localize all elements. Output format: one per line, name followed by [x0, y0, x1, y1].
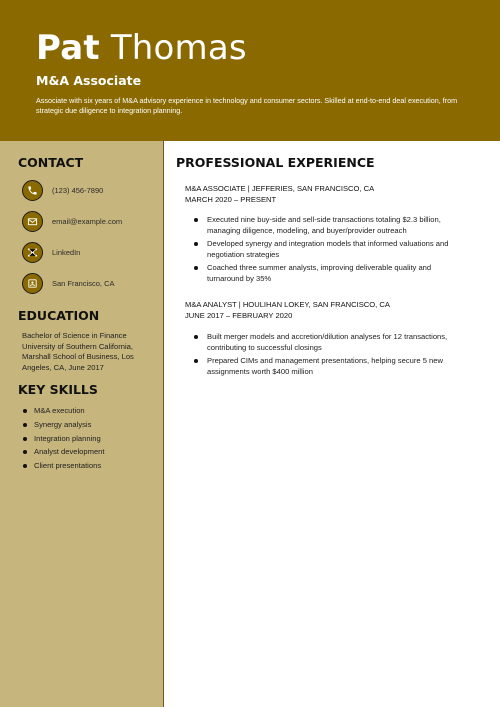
contact-phone: [22, 180, 103, 201]
location-text: San Francisco, CA: [52, 279, 115, 288]
list-item: Synergy analysis: [22, 418, 105, 432]
linkedin-text: LinkedIn: [52, 248, 81, 257]
list-item: Analyst development: [22, 445, 105, 459]
job-2-dates: JUNE 2017 – FEBRUARY 2020: [185, 310, 293, 320]
list-item: Developed synergy and integration models that informed valuations and negotiation strategies: [193, 239, 468, 260]
last-name: Thomas: [110, 28, 247, 68]
list-item: Client presentations: [22, 459, 105, 473]
list-item: Prepared CIMs and management presentations, helping secure 5 new assignments worth $400 million: [193, 356, 468, 377]
skills-list: [22, 404, 105, 473]
job-2-header: [185, 300, 390, 321]
job-2-heading: M&A ANALYST | HOULIHAN LOKEY, SAN FRANCISCO, CA: [185, 300, 390, 309]
job-1-bullets: [193, 215, 468, 287]
job-1-dates: MARCH 2020 – PRESENT: [185, 194, 277, 204]
list-item: Coached three summer analysts, improving deliverable quality and turnaround by 35%: [193, 263, 468, 284]
experience-title: PROFESSIONAL EXPERIENCE: [176, 155, 375, 170]
list-item: Integration planning: [22, 432, 105, 446]
network-icon: [22, 242, 43, 263]
list-item: Built merger models and accretion/dilution analyses for 12 transactions, contributing to successful closings: [193, 332, 468, 353]
job-2-bullets: [193, 332, 468, 380]
first-name: Pat: [36, 28, 100, 68]
contact-linkedin: [22, 242, 80, 263]
candidate-name: [36, 28, 247, 68]
contact-email: [22, 211, 122, 232]
phone-text: (123) 456-7890: [52, 186, 104, 195]
list-item: M&A execution: [22, 404, 105, 418]
contact-location: [22, 273, 115, 294]
professional-summary: Associate with six years of M&A advisory experience in technology and consumer sectors. Skilled at end-to-end deal execution, from strategic due diligence to integration planning.: [36, 96, 458, 115]
email-text: email@example.com: [52, 217, 123, 226]
job-1-header: [185, 184, 374, 205]
skills-title: KEY SKILLS: [18, 382, 98, 397]
job-title: M&A Associate: [36, 73, 142, 88]
contact-title: CONTACT: [18, 155, 84, 170]
list-item: Executed nine buy-side and sell-side transactions totaling $2.3 billion, managing diligence, modeling, and buyer/provider outreach: [193, 215, 468, 236]
phone-icon: [22, 180, 43, 201]
job-1-heading: M&A ASSOCIATE | JEFFERIES, SAN FRANCISCO, CA: [185, 184, 375, 193]
education-title: EDUCATION: [18, 308, 100, 323]
resume-header: [0, 0, 500, 141]
location-icon: [22, 273, 43, 294]
email-icon: [22, 211, 43, 232]
education-text: Bachelor of Science in Finance University of Southern California, Marshall School of Business, Los Angeles, CA, June 2017: [22, 331, 134, 372]
